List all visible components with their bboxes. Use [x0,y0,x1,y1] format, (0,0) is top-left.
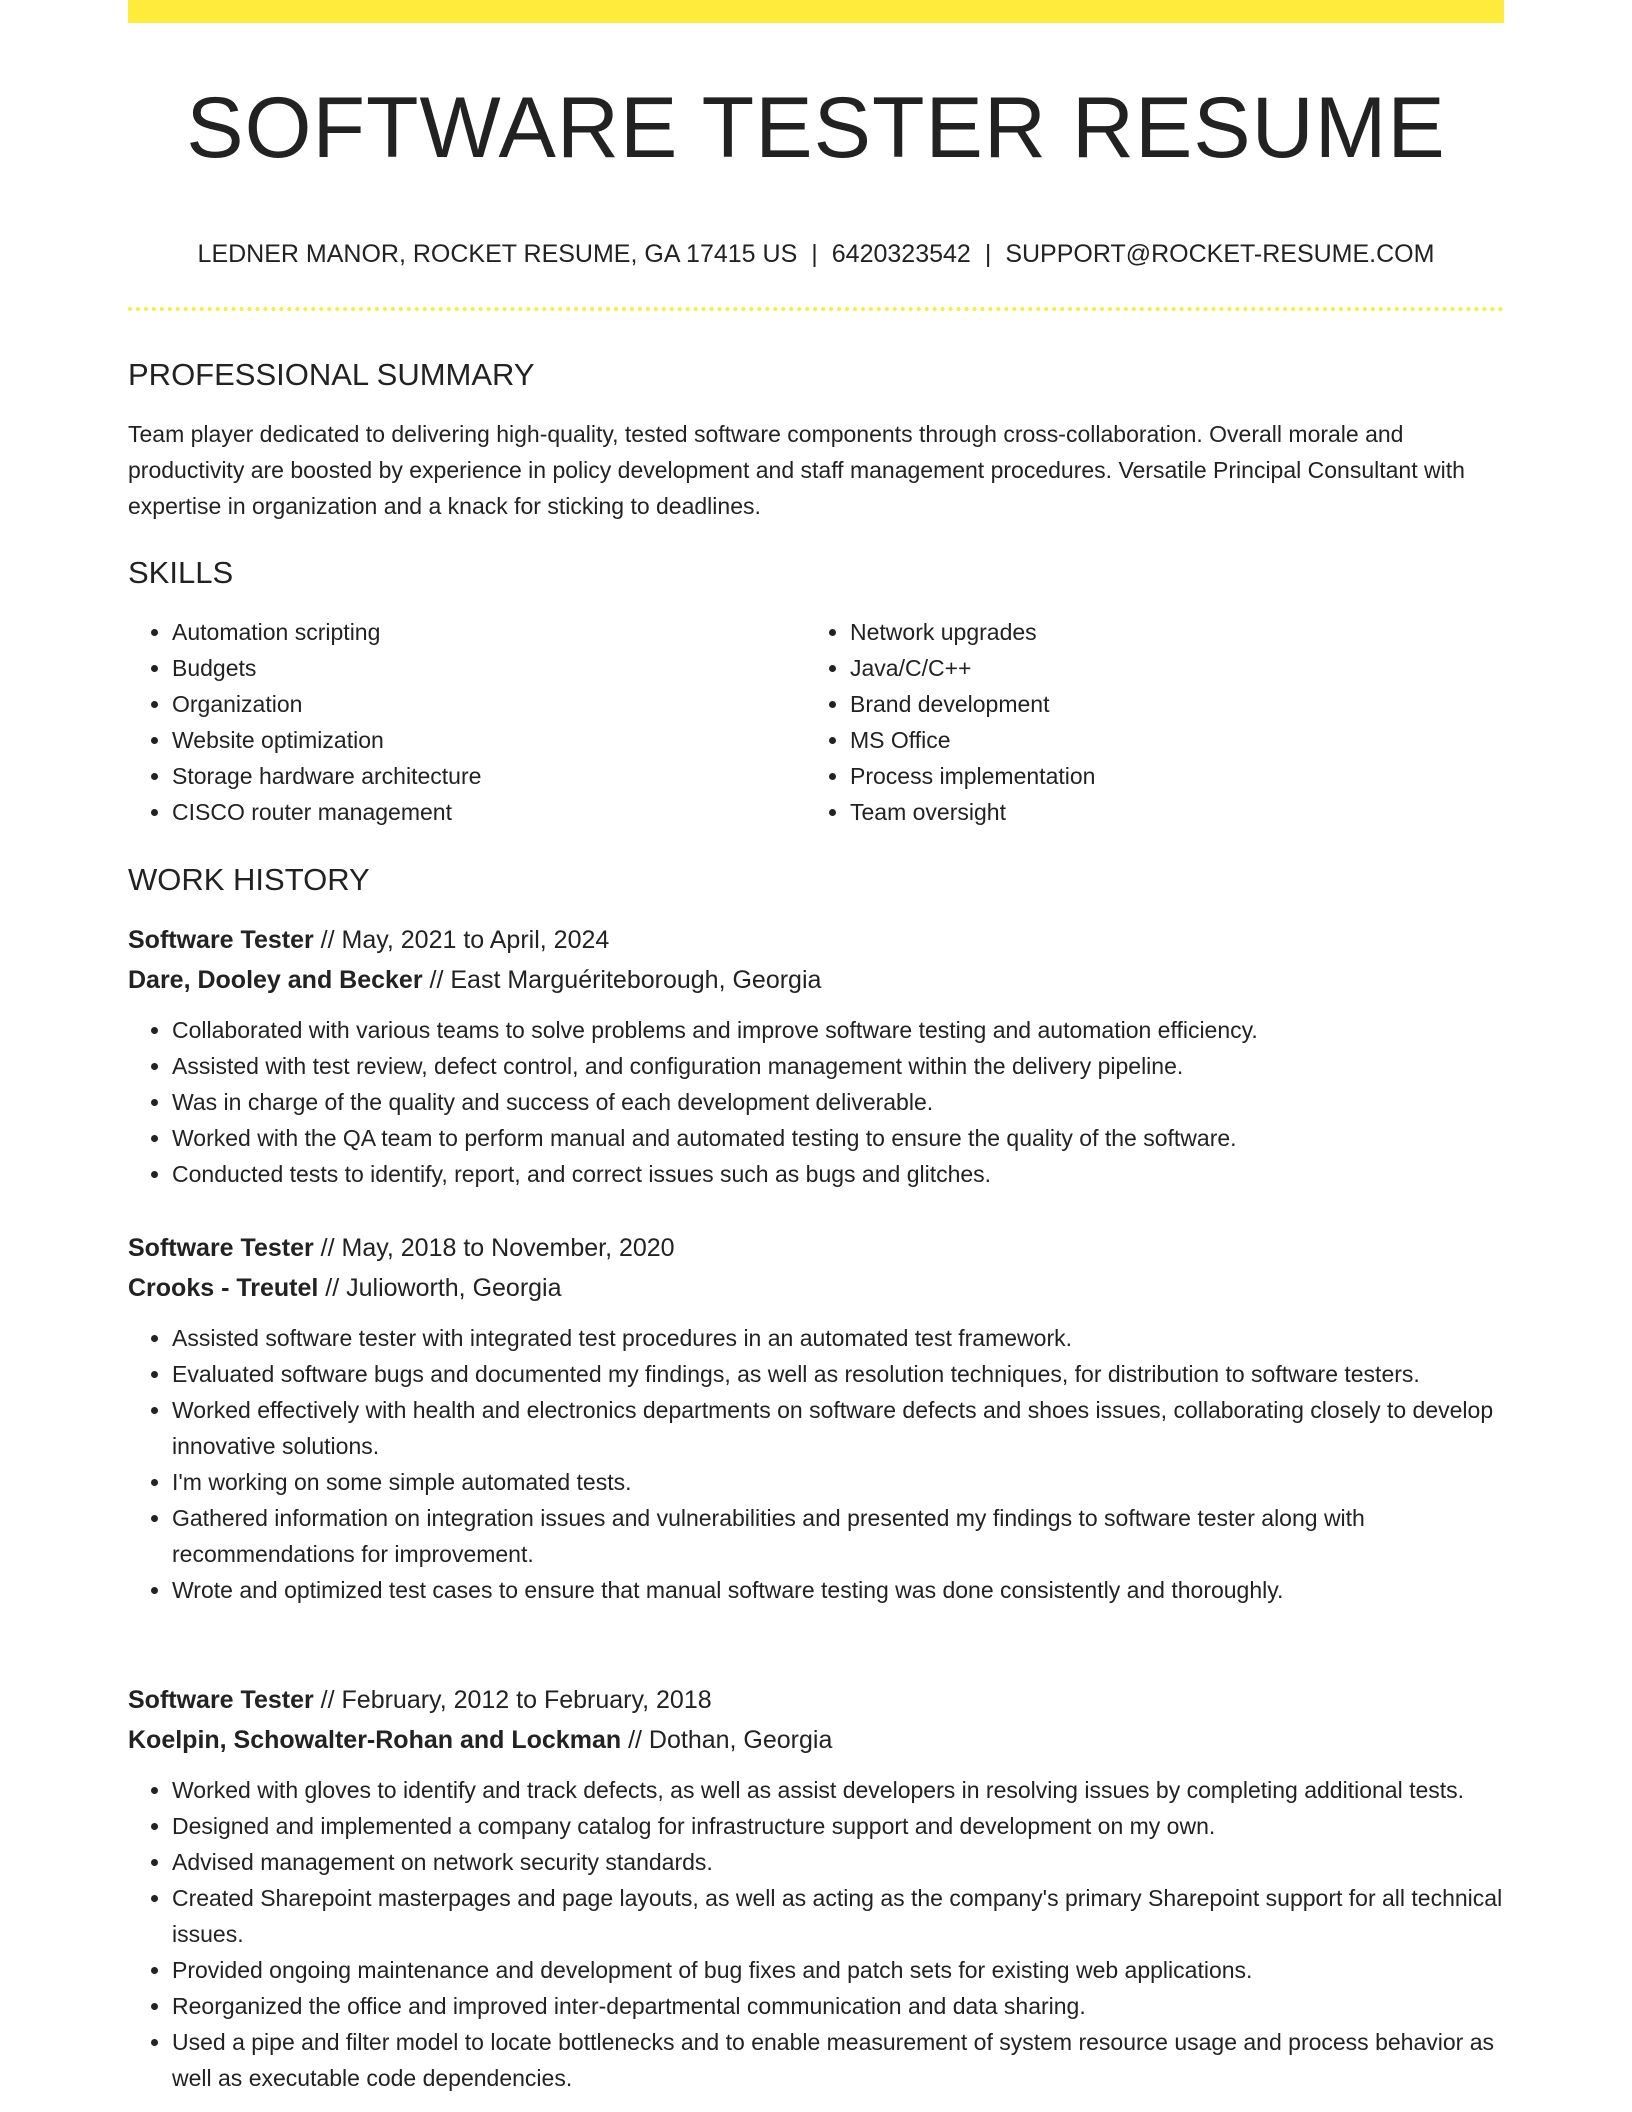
job-title-line [128,1228,1504,1268]
skills-list-right [806,614,1490,830]
job-title: Software Tester [128,1686,314,1714]
job-bullet: • Was in charge of the quality and success of each development deliverable. [172,1084,1504,1120]
job-separator: // [313,926,342,954]
skills-list-left [128,614,812,830]
accent-top-bar [128,0,1504,23]
job-bullet: • Worked with gloves to identify and track defects, as well as assist developers in resolving issues by completing additional tests. [172,1772,1504,1808]
skills-heading: SKILLS [128,555,234,590]
job-dates: February, 2012 to February, 2018 [341,1686,712,1714]
job-company: Crooks - Treutel [128,1274,319,1302]
job-company: Koelpin, Schowalter-Rohan and Lockman [128,1726,622,1754]
job-bullet: • Assisted software tester with integrated test procedures in an automated test framework. [172,1320,1504,1356]
skill-item: • Java/C/C++ [850,650,1490,686]
job-bullet: • Created Sharepoint masterpages and page layouts, as well as acting as the company's primary Sharepoint support for all technical issues. [172,1880,1504,1952]
skill-item: • Process implementation [850,758,1490,794]
job-dates: May, 2018 to November, 2020 [341,1234,675,1262]
summary-text: Team player dedicated to delivering high-quality, tested software components through cross-collaboration. Overall morale and productivity are boosted by experience in policy development and staff management procedures. Versatile Principal Consultant with expertise in organization and a knack for sticking to deadlines. [128,421,1465,519]
contact-separator: | [811,240,818,268]
job-location: Dothan, Georgia [648,1726,833,1754]
job-bullet: • Conducted tests to identify, report, and correct issues such as bugs and glitches. [172,1156,1504,1192]
resume-title: SOFTWARE TESTER RESUME [186,80,1446,176]
summary-heading: PROFESSIONAL SUMMARY [128,357,535,392]
skill-item: • Team oversight [850,794,1490,830]
job-bullet: • Worked with the QA team to perform manual and automated testing to ensure the quality of the software. [172,1120,1504,1156]
job-bullet: • Evaluated software bugs and documented my findings, as well as resolution techniques, for distribution to software testers. [172,1356,1504,1392]
job-title-line [128,920,1504,960]
job-bullet: • Used a pipe and filter model to locate bottlenecks and to enable measurement of system resource usage and process behavior as well as executable code dependencies. [172,2024,1504,2096]
job-bullet: • Designed and implemented a company catalog for infrastructure support and development on my own. [172,1808,1504,1844]
job-title-line [128,1680,1504,1720]
skill-item: • MS Office [850,722,1490,758]
dotted-divider [128,307,1504,311]
job-bullet: • I'm working on some simple automated tests. [172,1464,1504,1500]
skill-item: • Brand development [850,686,1490,722]
job-bullet: • Assisted with test review, defect control, and configuration management within the delivery pipeline. [172,1048,1504,1084]
skill-item: • Website optimization [172,722,812,758]
job-location: Julioworth, Georgia [346,1274,562,1302]
job-bullet: • Collaborated with various teams to solve problems and improve software testing and automation efficiency. [172,1012,1504,1048]
resume-page [128,0,1504,2112]
job-bullet: • Wrote and optimized test cases to ensure that manual software testing was done consistently and thoroughly. [172,1572,1504,1608]
job-bullets [128,1772,1504,2096]
job-bullets [128,1012,1504,1192]
job-dates: May, 2021 to April, 2024 [341,926,610,954]
work-history-heading: WORK HISTORY [128,862,370,897]
contact-separator: | [984,240,992,268]
job-bullet: • Worked effectively with health and electronics departments on software defects and shoes issues, collaborating closely to develop innovative solutions. [172,1392,1504,1464]
job-location: East Marguériteborough, Georgia [450,966,822,994]
skill-item: • CISCO router management [172,794,812,830]
job-entry [128,920,1504,1192]
job-separator: // [422,966,451,994]
job-entry [128,1680,1504,2096]
job-bullet: • Provided ongoing maintenance and development of bug fixes and patch sets for existing web applications. [172,1952,1504,1988]
skill-item: • Organization [172,686,812,722]
job-bullet: • Advised management on network security standards. [172,1844,1504,1880]
job-separator: // [318,1274,347,1302]
job-separator: // [313,1686,342,1714]
job-company: Dare, Dooley and Becker [128,966,423,994]
job-bullets [128,1320,1504,1608]
job-entry [128,1228,1504,1608]
contact-address: LEDNER MANOR, ROCKET RESUME, GA 17415 US [197,240,798,268]
skill-item: • Storage hardware architecture [172,758,812,794]
job-title: Software Tester [128,1234,314,1262]
job-company-line [128,1720,1504,1760]
contact-email: SUPPORT@ROCKET-RESUME.COM [1005,240,1435,268]
job-bullet: • Reorganized the office and improved inter-departmental communication and data sharing. [172,1988,1504,2024]
job-separator: // [313,1234,342,1262]
skill-item: • Automation scripting [172,614,812,650]
job-company-line [128,1268,1504,1308]
job-bullet: • Gathered information on integration issues and vulnerabilities and presented my findings to software tester along with recommendations for improvement. [172,1500,1504,1572]
skill-item: • Budgets [172,650,812,686]
skill-item: • Network upgrades [850,614,1490,650]
job-title: Software Tester [128,926,314,954]
contact-line [128,236,1504,272]
contact-phone: 6420323542 [831,240,971,268]
job-separator: // [621,1726,649,1754]
job-company-line [128,960,1504,1000]
